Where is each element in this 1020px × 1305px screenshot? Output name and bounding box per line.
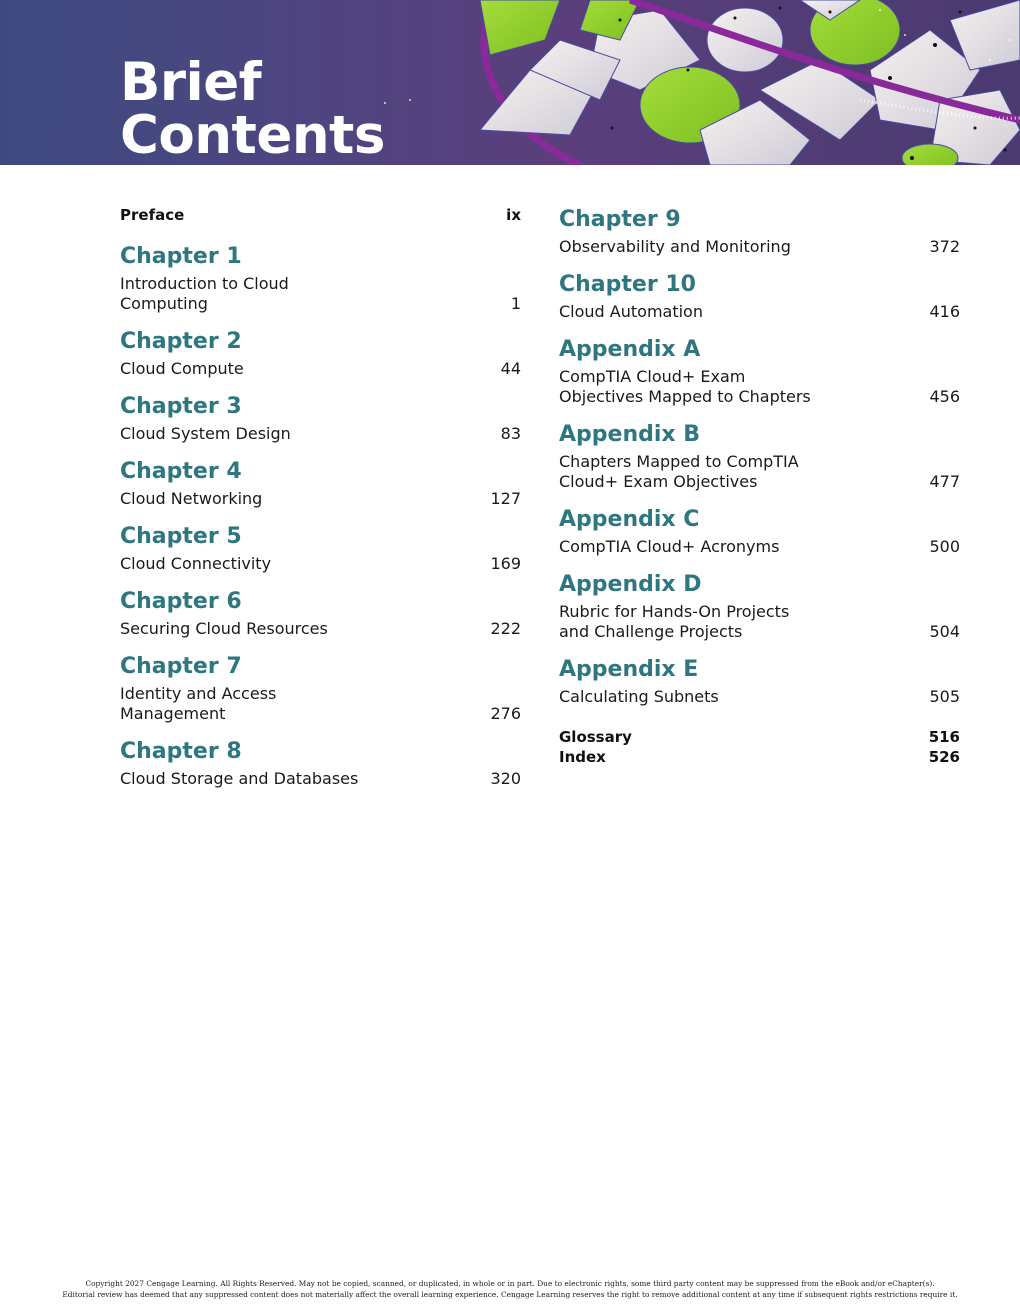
toc-entry-title: Identity and Access Management xyxy=(120,684,277,723)
toc-entry-page: 500 xyxy=(929,537,960,556)
toc-glossary-label: Glossary xyxy=(559,728,632,746)
toc-entry-title: CompTIA Cloud+ Acronyms xyxy=(559,537,780,556)
toc-entry-title: Cloud Connectivity xyxy=(120,554,272,573)
toc-entry-chapter-3[interactable] xyxy=(120,392,521,444)
toc-right-column xyxy=(559,205,960,767)
toc-entry-heading: Appendix C xyxy=(559,507,700,532)
toc-entry-page: 372 xyxy=(929,237,960,256)
toc-entry-heading: Chapter 2 xyxy=(120,329,242,354)
toc-entry-heading: Chapter 6 xyxy=(120,589,242,614)
toc-back-matter xyxy=(559,727,960,767)
toc-entry-title: Rubric for Hands-On Projects and Challenge Projects xyxy=(559,602,790,641)
toc-preface-label: Preface xyxy=(120,206,185,224)
toc-entry-heading: Chapter 4 xyxy=(120,459,242,484)
toc-entry-heading: Chapter 10 xyxy=(559,272,696,297)
toc-entry-heading: Appendix A xyxy=(559,337,701,362)
toc-preface-page: ix xyxy=(506,206,521,224)
toc-entry-page: 505 xyxy=(929,687,960,706)
toc-entry-heading: Chapter 7 xyxy=(120,654,242,679)
toc-entry-chapter-5[interactable] xyxy=(120,522,521,574)
toc-index-page: 526 xyxy=(928,748,960,766)
toc-entry-title: Observability and Monitoring xyxy=(559,237,791,256)
toc-entry-heading: Chapter 1 xyxy=(120,244,242,269)
toc-entry-heading: Appendix E xyxy=(559,657,699,682)
toc-glossary-row[interactable] xyxy=(559,727,960,747)
toc-entry-appendix-e[interactable] xyxy=(559,655,960,707)
toc-entry-heading: Chapter 5 xyxy=(120,524,242,549)
toc-entry-title: Calculating Subnets xyxy=(559,687,719,706)
copyright-notice xyxy=(0,1278,1020,1300)
page-title xyxy=(120,52,385,165)
toc-entry-chapter-1[interactable] xyxy=(120,242,521,314)
toc-entry-page: 169 xyxy=(490,554,521,573)
toc-entry-heading: Chapter 3 xyxy=(120,394,242,419)
toc-entry-page: 83 xyxy=(500,424,521,443)
toc-entry-title: Introduction to Cloud Computing xyxy=(120,274,289,313)
toc-index-label: Index xyxy=(559,748,606,766)
toc-left-column xyxy=(120,205,521,802)
toc-entry-page: 320 xyxy=(490,769,521,788)
toc-preface-row[interactable] xyxy=(120,205,521,225)
toc-entry-page: 1 xyxy=(510,294,521,313)
toc-entry-title: Securing Cloud Resources xyxy=(120,619,328,638)
toc-entry-page: 276 xyxy=(490,704,521,723)
toc-entry-heading: Chapter 9 xyxy=(559,207,681,232)
toc-entry-page: 456 xyxy=(929,387,960,406)
toc-entry-title: Cloud System Design xyxy=(120,424,291,443)
toc-entry-page: 477 xyxy=(929,472,960,491)
toc-entry-heading: Chapter 8 xyxy=(120,739,242,764)
toc-entry-title: Chapters Mapped to CompTIA Cloud+ Exam Objectives xyxy=(559,452,799,491)
toc-entry-page: 504 xyxy=(929,622,960,641)
toc-entry-page: 44 xyxy=(500,359,521,378)
toc-entry-title: CompTIA Cloud+ Exam Objectives Mapped to Chapters xyxy=(559,367,811,406)
toc-entry-title: Cloud Storage and Databases xyxy=(120,769,359,788)
page-title-line-2: Contents xyxy=(120,105,385,165)
toc-entry-title: Cloud Automation xyxy=(559,302,703,321)
toc-entry-chapter-9[interactable] xyxy=(559,205,960,257)
toc-entry-chapter-6[interactable] xyxy=(120,587,521,639)
copyright-line-2: Editorial review has deemed that any suppressed content does not materially affect the overall learning experience. Cengage Learning reserves the right to remove additional content at any time if subsequent rights restrictions require it. xyxy=(62,1290,958,1299)
toc-entry-heading: Appendix D xyxy=(559,572,702,597)
toc-entry-appendix-d[interactable] xyxy=(559,570,960,642)
page-title-line-1: Brief xyxy=(120,52,262,113)
header-banner xyxy=(0,0,1020,165)
toc-entry-page: 222 xyxy=(490,619,521,638)
toc-index-row[interactable] xyxy=(559,747,960,767)
toc-entry-title: Cloud Compute xyxy=(120,359,244,378)
toc-entry-appendix-b[interactable] xyxy=(559,420,960,492)
toc-entry-title: Cloud Networking xyxy=(120,489,263,508)
toc-entry-chapter-8[interactable] xyxy=(120,737,521,789)
toc-entry-page: 127 xyxy=(490,489,521,508)
toc-entry-appendix-a[interactable] xyxy=(559,335,960,407)
toc-entry-heading: Appendix B xyxy=(559,422,701,447)
toc-entry-chapter-2[interactable] xyxy=(120,327,521,379)
toc-entry-appendix-c[interactable] xyxy=(559,505,960,557)
toc-entry-chapter-4[interactable] xyxy=(120,457,521,509)
toc-entry-chapter-10[interactable] xyxy=(559,270,960,322)
toc-entry-chapter-7[interactable] xyxy=(120,652,521,724)
toc-glossary-page: 516 xyxy=(928,728,960,746)
toc-entry-page: 416 xyxy=(929,302,960,321)
copyright-line-1: Copyright 2027 Cengage Learning. All Rights Reserved. May not be copied, scanned, or duplicated, in whole or in part. Due to electronic rights, some third party content may be suppressed from the eBook and/or eChapter(s). xyxy=(85,1279,935,1288)
